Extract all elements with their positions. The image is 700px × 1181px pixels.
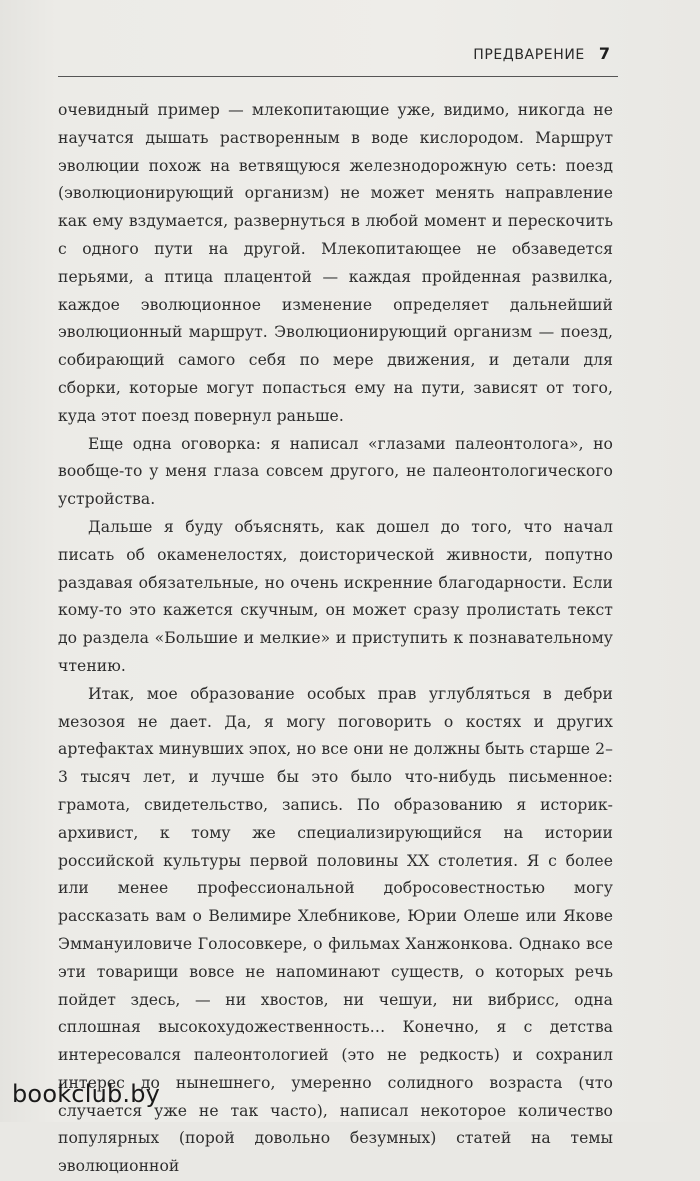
paragraph: Итак, мое образование особых прав углубляться в дебри мезозоя не дает. Да, я могу поговорить о костях и других артефактах минувших эпох, но все они не должны быть старше 2–3 тысяч лет, и лучше бы это было что-нибудь письменное: грамота, свидетельство, запись. По образованию я историк-архивист, к тому же специализирующийся на истории российской культуры первой половины XX столетия. Я с более или менее профессиональной добросовестностью могу рассказать вам о Велимире Хлебникове, Юрии Олеше или Якове Эммануиловиче Голосовкере, о фильмах Ханжонкова. Однако все эти товарищи вовсе не напоминают существ, о которых речь пойдет здесь, — ни хвостов, ни чешуи, ни вибрисс, одна сплошная высокохудожественность… Конечно, я с детства интересовался палеонтологией (это не редкость) и сохранил интерес до нынешнего, умеренно солидного возраста (что случается уже не так часто), написал некоторое количество популярных (порой довольно безумных) статей на темы эволюционной [58, 684, 613, 1176]
paragraph: Дальше я буду объяснять, как дошел до того, что начал писать об окаменелостях, доисторической живности, попутно раздавая обязательные, но очень искренние благодарности. Если кому-то это кажется скучным, он может сразу пролистать текст до раздела «Большие и мелкие» и приступить к познавательному чтению. [58, 517, 613, 675]
page-number: 7 [598, 44, 610, 63]
body-text [58, 97, 613, 1181]
paragraph: очевидный пример — млекопитающие уже, видимо, никогда не научатся дышать растворенным в воде кислородом. Маршрут эволюции похож на ветвящуюся железнодорожную сеть: поезд (эволюционирующий организм) не может менять направление как ему вздумается, развернуться в любой момент и перескочить с одного пути на другой. Млекопитающее не обзаведется перьями, а птица плацентой — каждая пройденная развилка, каждое эволюционное изменение определяет дальнейший эволюционный маршрут. Эволюционирующий организм — поезд, собирающий самого себя по мере движения, и детали для сборки, которые могут попасться ему на пути, зависят от того, куда этот поезд повернул раньше. [58, 101, 613, 425]
running-header [473, 44, 610, 63]
header-divider [58, 76, 618, 77]
section-title: ПРЕДВАРЕНИЕ [473, 47, 585, 63]
watermark: bookclub.by [12, 1080, 161, 1108]
paragraph: Еще одна оговорка: я написал «глазами палеонтолога», но вообще-то у меня глаза совсем другого, не палеонтологического устройства. [58, 434, 613, 509]
